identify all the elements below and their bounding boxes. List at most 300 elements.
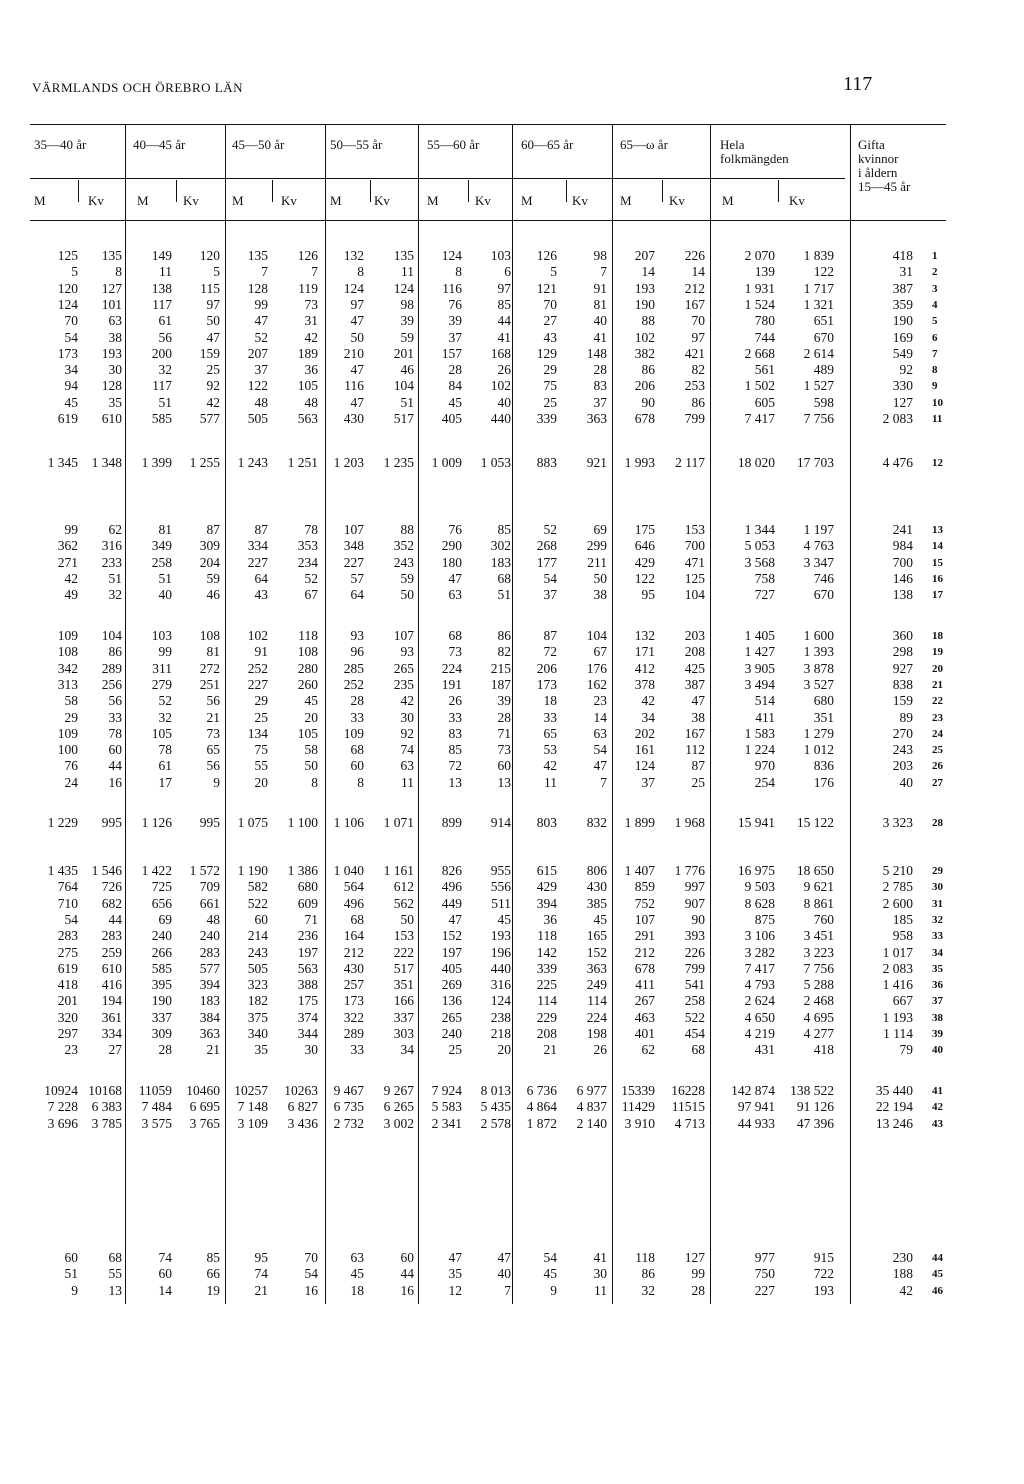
- table-cell: 104: [393, 378, 414, 394]
- table-cell: 243: [393, 554, 414, 570]
- table-cell: 3 494: [744, 676, 775, 692]
- table-cell: 207: [634, 248, 655, 263]
- table-cell: 31: [899, 264, 913, 280]
- table-cell: 32: [158, 362, 172, 378]
- table-cell: 11: [401, 264, 414, 280]
- table-cell: 82: [497, 644, 511, 660]
- table-cell: 285: [343, 660, 364, 676]
- table-cell: 10460: [186, 1083, 220, 1098]
- row-number: 11: [932, 413, 943, 425]
- table-cell: 142 874: [731, 1083, 775, 1098]
- table-cell: 51: [158, 570, 172, 586]
- row-number: 38: [932, 1011, 943, 1024]
- table-cell: 722: [813, 1266, 834, 1282]
- table-cell: 670: [813, 329, 834, 345]
- table-cell: 907: [684, 895, 705, 911]
- table-cell: 88: [400, 522, 414, 537]
- table-cell: 215: [490, 660, 511, 676]
- table-cell: 5 583: [431, 1099, 462, 1115]
- column-subheader: Kv: [475, 193, 491, 208]
- table-cell: 33: [108, 709, 122, 725]
- table-cell: 28: [448, 362, 462, 378]
- table-cell: 63: [350, 1250, 364, 1265]
- table-cell: 803: [536, 815, 557, 830]
- table-cell: 227: [754, 1282, 775, 1298]
- table-cell: 1 071: [383, 815, 414, 830]
- table-cell: 53: [543, 742, 557, 758]
- table-cell: 68: [350, 911, 364, 927]
- table-cell: 234: [297, 554, 318, 570]
- table-cell: 13: [497, 774, 511, 790]
- table-cell: 118: [635, 1250, 655, 1265]
- table-cell: 112: [685, 742, 705, 758]
- table-cell: 316: [490, 977, 511, 993]
- subcolumn-divider: [370, 180, 371, 202]
- table-cell: 30: [400, 709, 414, 725]
- table-cell: 60: [400, 1250, 414, 1265]
- table-cell: 8: [357, 264, 364, 280]
- table-cell: 921: [586, 455, 607, 470]
- table-cell: 39: [448, 313, 462, 329]
- table-cell: 14: [158, 1282, 172, 1298]
- table-cell: 240: [151, 928, 172, 944]
- table-cell: 3 002: [383, 1115, 414, 1131]
- table-cell: 496: [441, 879, 462, 895]
- table-cell: 10263: [284, 1083, 318, 1098]
- table-cell: 1 106: [333, 815, 364, 830]
- table-cell: 275: [57, 944, 78, 960]
- table-cell: 344: [297, 1026, 318, 1041]
- column-subheader: M: [521, 193, 533, 208]
- table-cell: 148: [586, 345, 607, 361]
- table-cell: 1 040: [333, 863, 364, 878]
- table-cell: 68: [108, 1250, 122, 1265]
- table-cell: 3 905: [744, 660, 775, 676]
- row-number: 10: [932, 396, 943, 409]
- table-cell: 511: [491, 895, 511, 911]
- table-cell: 374: [297, 1009, 318, 1025]
- table-cell: 440: [490, 960, 511, 976]
- table-cell: 405: [441, 960, 462, 976]
- table-cell: 47: [593, 758, 607, 774]
- table-cell: 1 416: [882, 977, 913, 993]
- table-cell: 71: [497, 725, 511, 741]
- row-number: 30: [932, 881, 943, 894]
- table-cell: 227: [247, 676, 268, 692]
- column-subheader: Kv: [88, 193, 104, 208]
- table-cell: 7 924: [431, 1083, 462, 1098]
- table-cell: 28: [691, 1282, 705, 1298]
- table-cell: 193: [490, 928, 511, 944]
- table-cell: 3 575: [141, 1115, 172, 1131]
- table-cell: 211: [587, 554, 607, 570]
- table-cell: 126: [536, 248, 557, 263]
- table-cell: 37: [641, 774, 655, 790]
- column-subheader: M: [137, 193, 149, 208]
- table-cell: 18: [543, 693, 557, 709]
- table-cell: 522: [684, 1009, 705, 1025]
- table-cell: 87: [543, 628, 557, 643]
- table-cell: 180: [441, 554, 462, 570]
- table-cell: 90: [641, 394, 655, 410]
- table-cell: 388: [297, 977, 318, 993]
- table-cell: 339: [536, 411, 557, 426]
- table-cell: 522: [247, 895, 268, 911]
- table-cell: 291: [634, 928, 655, 944]
- table-cell: 182: [247, 993, 268, 1009]
- table-cell: 35: [254, 1042, 268, 1058]
- table-cell: 240: [441, 1026, 462, 1041]
- table-cell: 240: [199, 928, 220, 944]
- table-cell: 135: [101, 248, 122, 263]
- table-cell: 18: [350, 1282, 364, 1298]
- row-number: 4: [932, 298, 938, 311]
- table-cell: 970: [754, 758, 775, 774]
- table-cell: 16: [108, 774, 122, 790]
- header-bottom-rule: [30, 220, 946, 221]
- table-cell: 1 386: [287, 863, 318, 878]
- table-cell: 45: [543, 1266, 557, 1282]
- table-cell: 68: [691, 1042, 705, 1058]
- table-cell: 60: [108, 742, 122, 758]
- table-cell: 619: [57, 411, 78, 426]
- page-header-title: VÄRMLANDS OCH ÖREBRO LÄN: [32, 80, 243, 95]
- table-cell: 50: [206, 313, 220, 329]
- table-cell: 229: [536, 1009, 557, 1025]
- table-cell: 128: [101, 378, 122, 394]
- table-cell: 37: [448, 329, 462, 345]
- table-cell: 185: [892, 911, 913, 927]
- table-cell: 142: [536, 944, 557, 960]
- table-cell: 7: [504, 1282, 511, 1298]
- table-cell: 505: [247, 411, 268, 426]
- table-cell: 208: [684, 644, 705, 660]
- table-cell: 710: [57, 895, 78, 911]
- table-cell: 806: [586, 863, 607, 878]
- table-cell: 39: [400, 313, 414, 329]
- column-group-header: 50—55 år: [330, 137, 383, 152]
- table-cell: 18 020: [737, 455, 775, 470]
- table-cell: 670: [813, 587, 834, 603]
- table-cell: 290: [441, 538, 462, 554]
- table-cell: 152: [441, 928, 462, 944]
- table-cell: 104: [586, 628, 607, 643]
- table-cell: 224: [441, 660, 462, 676]
- table-cell: 8: [115, 264, 122, 280]
- table-cell: 353: [297, 538, 318, 554]
- row-number: 7: [932, 347, 938, 360]
- table-cell: 161: [634, 742, 655, 758]
- table-cell: 27: [543, 313, 557, 329]
- table-cell: 8 013: [480, 1083, 511, 1098]
- table-cell: 50: [400, 911, 414, 927]
- table-cell: 33: [543, 709, 557, 725]
- table-cell: 20: [304, 709, 318, 725]
- table-cell: 3 282: [744, 944, 775, 960]
- table-cell: 87: [691, 758, 705, 774]
- table-cell: 124: [634, 758, 655, 774]
- table-cell: 115: [200, 280, 220, 296]
- table-cell: 20: [254, 774, 268, 790]
- table-cell: 429: [634, 554, 655, 570]
- row-number: 21: [932, 678, 943, 691]
- table-cell: 116: [344, 378, 364, 394]
- table-cell: 65: [543, 725, 557, 741]
- table-cell: 1 405: [744, 628, 775, 643]
- table-cell: 35 440: [875, 1083, 913, 1098]
- table-cell: 612: [393, 879, 414, 895]
- table-cell: 54: [593, 742, 607, 758]
- table-cell: 750: [754, 1266, 775, 1282]
- table-cell: 1 344: [744, 522, 775, 537]
- row-number: 9: [932, 380, 938, 393]
- table-cell: 1 393: [803, 644, 834, 660]
- table-cell: 563: [297, 960, 318, 976]
- table-cell: 226: [684, 944, 705, 960]
- table-cell: 2 600: [882, 895, 913, 911]
- table-cell: 108: [57, 644, 78, 660]
- table-cell: 149: [151, 248, 172, 263]
- table-cell: 153: [393, 928, 414, 944]
- table-cell: 165: [586, 928, 607, 944]
- table-cell: 1 229: [47, 815, 78, 830]
- table-cell: 1 427: [744, 644, 775, 660]
- table-cell: 8: [455, 264, 462, 280]
- table-cell: 421: [684, 345, 705, 361]
- table-cell: 514: [754, 693, 775, 709]
- table-cell: 4 793: [744, 977, 775, 993]
- table-cell: 153: [684, 522, 705, 537]
- table-cell: 299: [586, 538, 607, 554]
- table-cell: 194: [101, 993, 122, 1009]
- table-cell: 30: [304, 1042, 318, 1058]
- table-cell: 352: [393, 538, 414, 554]
- table-cell: 105: [297, 725, 318, 741]
- table-cell: 393: [684, 928, 705, 944]
- table-cell: 361: [101, 1009, 122, 1025]
- table-cell: 257: [343, 977, 364, 993]
- table-cell: 362: [57, 538, 78, 554]
- table-cell: 238: [490, 1009, 511, 1025]
- table-cell: 4 650: [744, 1009, 775, 1025]
- table-cell: 78: [304, 522, 318, 537]
- table-cell: 188: [892, 1266, 913, 1282]
- table-cell: 3 451: [803, 928, 834, 944]
- table-cell: 418: [57, 977, 78, 993]
- table-cell: 2 341: [431, 1115, 462, 1131]
- table-cell: 132: [634, 628, 655, 643]
- table-cell: 85: [497, 296, 511, 312]
- table-cell: 44 933: [737, 1115, 775, 1131]
- table-cell: 63: [448, 587, 462, 603]
- table-cell: 280: [297, 660, 318, 676]
- row-number: 28: [932, 817, 943, 829]
- table-cell: 85: [206, 1250, 220, 1265]
- table-cell: 1 931: [744, 280, 775, 296]
- table-cell: 13: [108, 1282, 122, 1298]
- table-cell: 76: [448, 522, 462, 537]
- column-subheader: M: [427, 193, 439, 208]
- table-cell: 97: [350, 296, 364, 312]
- table-cell: 26: [497, 362, 511, 378]
- table-cell: 1 114: [883, 1026, 913, 1041]
- table-cell: 259: [101, 944, 122, 960]
- column-group-header: Gifta kvinnor i åldern 15—45 år: [858, 137, 911, 194]
- table-cell: 43: [543, 329, 557, 345]
- table-cell: 605: [754, 394, 775, 410]
- table-cell: 394: [536, 895, 557, 911]
- table-cell: 883: [536, 455, 557, 470]
- table-cell: 58: [304, 742, 318, 758]
- table-cell: 139: [754, 264, 775, 280]
- table-cell: 23: [593, 693, 607, 709]
- table-cell: 30: [108, 362, 122, 378]
- table-cell: 412: [634, 660, 655, 676]
- row-number: 26: [932, 760, 943, 773]
- table-cell: 122: [813, 264, 834, 280]
- table-cell: 45: [304, 693, 318, 709]
- table-cell: 86: [108, 644, 122, 660]
- table-cell: 93: [350, 628, 364, 643]
- table-cell: 517: [393, 411, 414, 426]
- table-cell: 120: [57, 280, 78, 296]
- table-cell: 449: [441, 895, 462, 911]
- table-cell: 265: [393, 660, 414, 676]
- table-cell: 46: [400, 362, 414, 378]
- table-cell: 76: [448, 296, 462, 312]
- table-cell: 46: [206, 587, 220, 603]
- table-cell: 1 161: [383, 863, 414, 878]
- table-cell: 463: [634, 1009, 655, 1025]
- row-number: 32: [932, 913, 943, 926]
- table-cell: 162: [586, 676, 607, 692]
- row-number: 19: [932, 646, 943, 659]
- table-cell: 563: [297, 411, 318, 426]
- table-cell: 15339: [621, 1083, 655, 1098]
- table-cell: 152: [586, 944, 607, 960]
- table-cell: 93: [400, 644, 414, 660]
- table-cell: 83: [448, 725, 462, 741]
- table-cell: 1 053: [480, 455, 511, 470]
- table-cell: 1 126: [141, 815, 172, 830]
- table-cell: 780: [754, 313, 775, 329]
- table-cell: 95: [254, 1250, 268, 1265]
- table-cell: 577: [199, 411, 220, 426]
- table-cell: 97 941: [737, 1099, 775, 1115]
- table-cell: 28: [158, 1042, 172, 1058]
- table-cell: 68: [497, 570, 511, 586]
- table-cell: 83: [593, 378, 607, 394]
- table-cell: 47: [254, 313, 268, 329]
- table-cell: 5 053: [744, 538, 775, 554]
- table-cell: 258: [151, 554, 172, 570]
- row-number: 46: [932, 1284, 943, 1297]
- table-cell: 384: [199, 1009, 220, 1025]
- table-cell: 4 763: [803, 538, 834, 554]
- table-cell: 1 243: [237, 455, 268, 470]
- table-cell: 995: [199, 815, 220, 830]
- table-cell: 56: [206, 693, 220, 709]
- table-cell: 224: [586, 1009, 607, 1025]
- table-cell: 70: [691, 313, 705, 329]
- table-cell: 60: [254, 911, 268, 927]
- table-cell: 64: [350, 587, 364, 603]
- table-cell: 3 527: [803, 676, 834, 692]
- row-number: 42: [932, 1101, 943, 1114]
- table-cell: 117: [152, 296, 172, 312]
- subcolumn-divider: [176, 180, 177, 202]
- table-cell: 7 417: [744, 960, 775, 976]
- table-cell: 92: [400, 725, 414, 741]
- table-cell: 3 223: [803, 944, 834, 960]
- table-cell: 38: [593, 587, 607, 603]
- table-cell: 25: [691, 774, 705, 790]
- table-cell: 997: [684, 879, 705, 895]
- table-cell: 164: [343, 928, 364, 944]
- table-cell: 1 321: [803, 296, 834, 312]
- table-cell: 680: [297, 879, 318, 895]
- row-number: 35: [932, 962, 943, 975]
- table-cell: 52: [254, 329, 268, 345]
- table-cell: 37: [254, 362, 268, 378]
- table-cell: 1 190: [237, 863, 268, 878]
- table-cell: 20: [497, 1042, 511, 1058]
- table-cell: 102: [634, 329, 655, 345]
- table-cell: 1 009: [431, 455, 462, 470]
- column-subheader: M: [232, 193, 244, 208]
- table-cell: 541: [684, 977, 705, 993]
- table-cell: 16: [400, 1282, 414, 1298]
- table-cell: 610: [101, 411, 122, 426]
- table-cell: 832: [586, 815, 607, 830]
- column-subheader: Kv: [789, 193, 805, 208]
- table-cell: 799: [684, 411, 705, 426]
- table-cell: 67: [304, 587, 318, 603]
- table-cell: 51: [497, 587, 511, 603]
- table-cell: 9: [213, 774, 220, 790]
- table-cell: 5 435: [480, 1099, 511, 1115]
- table-cell: 8 861: [803, 895, 834, 911]
- table-cell: 70: [543, 296, 557, 312]
- table-cell: 176: [813, 774, 834, 790]
- table-cell: 91: [254, 644, 268, 660]
- table-cell: 3 878: [803, 660, 834, 676]
- table-cell: 13: [448, 774, 462, 790]
- row-number: 13: [932, 524, 943, 536]
- table-cell: 752: [634, 895, 655, 911]
- row-number: 40: [932, 1044, 943, 1057]
- table-cell: 375: [247, 1009, 268, 1025]
- table-cell: 1 197: [803, 522, 834, 537]
- table-cell: 2 140: [576, 1115, 607, 1131]
- row-number: 34: [932, 946, 943, 959]
- table-cell: 187: [490, 676, 511, 692]
- table-cell: 496: [343, 895, 364, 911]
- table-cell: 2 070: [744, 248, 775, 263]
- table-cell: 47: [350, 394, 364, 410]
- table-cell: 3 109: [237, 1115, 268, 1131]
- table-cell: 193: [813, 1282, 834, 1298]
- table-cell: 18 650: [796, 863, 834, 878]
- table-cell: 16 975: [737, 863, 775, 878]
- table-cell: 1 993: [624, 455, 655, 470]
- row-number: 14: [932, 540, 943, 553]
- table-cell: 51: [400, 394, 414, 410]
- table-cell: 169: [892, 329, 913, 345]
- table-cell: 678: [634, 411, 655, 426]
- table-cell: 108: [199, 628, 220, 643]
- table-cell: 334: [101, 1026, 122, 1041]
